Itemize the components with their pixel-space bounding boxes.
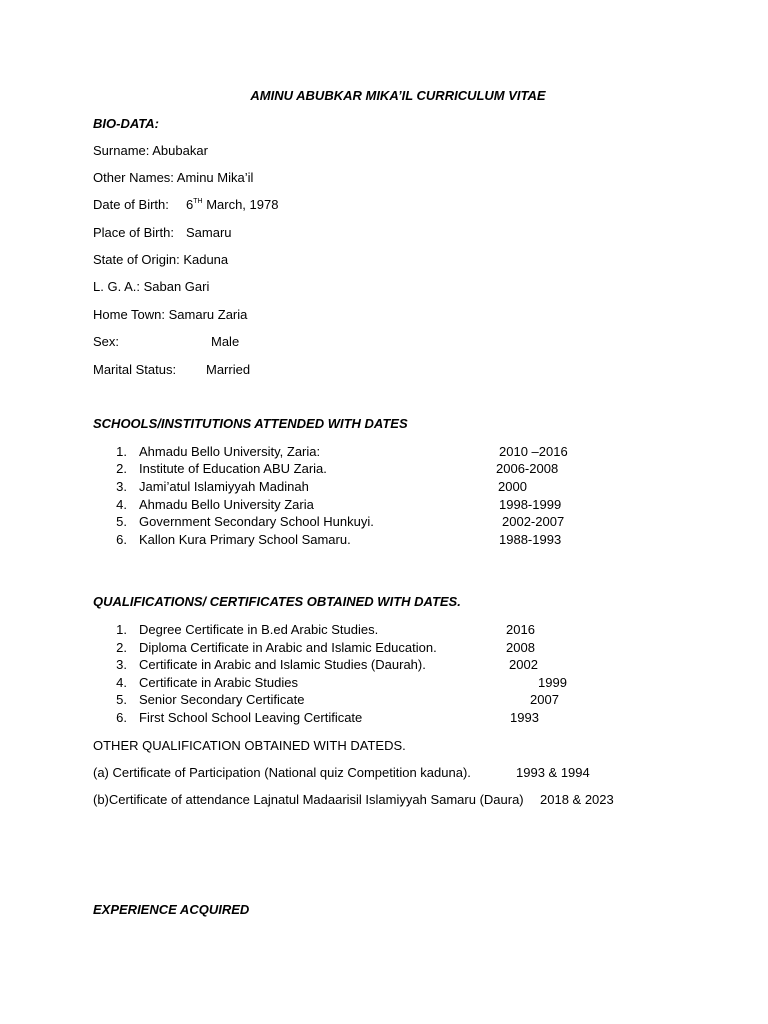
- other-qualification-a: (a) Certificate of Participation (National quiz Competition kaduna).: [93, 765, 471, 780]
- school-name: Jami’atul Islamiyyah Madinah: [139, 479, 309, 494]
- school-number: 6.: [116, 532, 127, 547]
- school-number: 2.: [116, 461, 127, 476]
- marital-status-value: Married: [206, 362, 251, 377]
- school-name: Ahmadu Bello University, Zaria:: [139, 444, 321, 459]
- qualification-name: Degree Certificate in B.ed Arabic Studies.: [139, 622, 379, 637]
- other-qualification-b-date: 2018 & 2023: [540, 792, 614, 807]
- qualification-name: Certificate in Arabic and Islamic Studies (Daurah).: [139, 657, 426, 672]
- school-date: 1998-1999: [499, 497, 562, 512]
- school-number: 4.: [116, 497, 127, 512]
- qualification-date: 2016: [506, 622, 535, 637]
- document-title: AMINU ABUBKAR MIKA’IL CURRICULUM VITAE: [250, 88, 546, 103]
- qualification-number: 6.: [116, 710, 127, 725]
- school-name: Ahmadu Bello University Zaria: [139, 497, 314, 512]
- other-qualification-a-date: 1993 & 1994: [516, 765, 590, 780]
- marital-status-label: Marital Status:: [93, 362, 177, 377]
- schools-heading: SCHOOLS/INSTITUTIONS ATTENDED WITH DATES: [93, 416, 408, 431]
- school-number: 3.: [116, 479, 127, 494]
- school-date: 2000: [498, 479, 527, 494]
- dob-value: [186, 197, 278, 213]
- dob-day-suffix: TH: [193, 198, 203, 205]
- lga-line: L. G. A.: Saban Gari: [93, 279, 210, 294]
- qualification-date: 1999: [538, 675, 567, 690]
- school-name: Government Secondary School Hunkuyi.: [139, 514, 374, 529]
- school-number: 5.: [116, 514, 127, 529]
- experience-heading: EXPERIENCE ACQUIRED: [93, 902, 250, 917]
- qualification-number: 3.: [116, 657, 127, 672]
- qualification-date: 2007: [530, 692, 559, 707]
- school-date: 1988-1993: [499, 532, 562, 547]
- school-name: Institute of Education ABU Zaria.: [139, 461, 327, 476]
- qualification-name: Certificate in Arabic Studies: [139, 675, 298, 690]
- state-of-origin-line: State of Origin: Kaduna: [93, 252, 229, 267]
- school-number: 1.: [116, 444, 127, 459]
- qualification-name: Senior Secondary Certificate: [139, 692, 305, 707]
- dob-day: 6: [186, 197, 194, 212]
- dob-month-year: March, 1978: [202, 197, 279, 212]
- pob-label: Place of Birth:: [93, 225, 174, 240]
- qualification-date: 2002: [509, 657, 538, 672]
- qualification-number: 5.: [116, 692, 127, 707]
- biodata-heading: BIO-DATA:: [93, 116, 159, 131]
- other-qualifications-heading: OTHER QUALIFICATION OBTAINED WITH DATEDS.: [93, 738, 406, 753]
- sex-value: Male: [211, 334, 240, 349]
- other-names-line: Other Names: Aminu Mika’il: [93, 170, 254, 185]
- qualification-name: First School School Leaving Certificate: [139, 710, 363, 725]
- qualification-number: 1.: [116, 622, 127, 637]
- qualification-name: Diploma Certificate in Arabic and Islamic Education.: [139, 640, 437, 655]
- qualification-number: 2.: [116, 640, 127, 655]
- school-date: 2010 –2016: [499, 444, 568, 459]
- sex-label: Sex:: [93, 334, 120, 349]
- home-town-line: Home Town: Samaru Zaria: [93, 307, 248, 322]
- school-date: 2002-2007: [502, 514, 565, 529]
- pob-value: Samaru: [186, 225, 232, 240]
- qualification-date: 1993: [510, 710, 539, 725]
- dob-label: Date of Birth:: [93, 197, 169, 212]
- school-name: Kallon Kura Primary School Samaru.: [139, 532, 351, 547]
- school-date: 2006-2008: [496, 461, 559, 476]
- other-qualification-b: (b)Certificate of attendance Lajnatul Madaarisil Islamiyyah Samaru (Daura): [93, 792, 524, 807]
- qualification-date: 2008: [506, 640, 535, 655]
- qualifications-heading: QUALIFICATIONS/ CERTIFICATES OBTAINED WITH DATES.: [93, 594, 461, 609]
- qualification-number: 4.: [116, 675, 127, 690]
- surname-line: Surname: Abubakar: [93, 143, 208, 158]
